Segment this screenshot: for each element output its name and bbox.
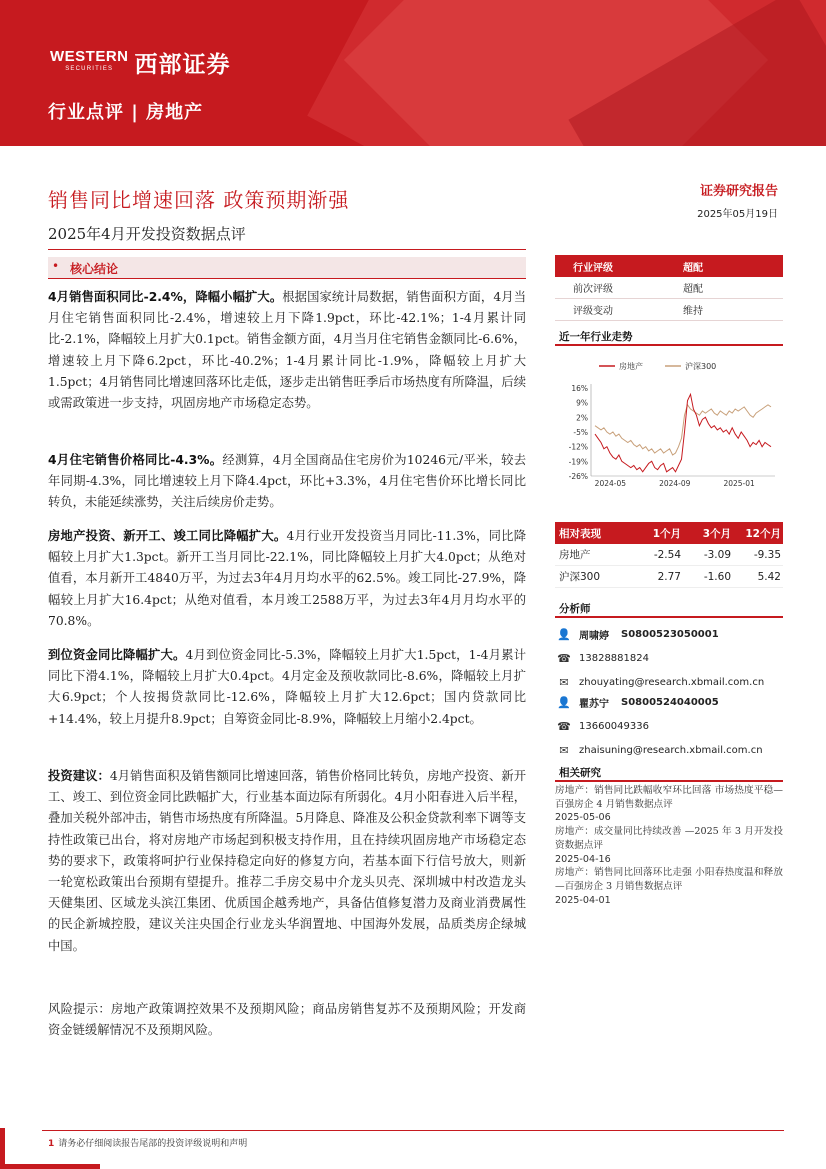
series-line-房地产 bbox=[595, 394, 771, 472]
legend-label: 房地产 bbox=[619, 362, 643, 371]
email-icon: ✉ bbox=[559, 675, 569, 689]
paragraph-investment-advice: 投资建议：4月销售面积及销售额同比增速回落，销售价格同比转负，房地产投资、新开工、竣工、到位资金同比跌幅扩大，行业基本面边际有所弱化。4月小阳春进入后半程，叠加关税外部冲击，销售市场热度有所降温。5月降息、降准及公积金贷款利率下调等支持性政策已出台，将对房地产市场起到积极支持作用，且在持续巩固房地产市场稳定态势的要求下，政策将呵护行业保持稳定向好的修复方向，若基本面下行信号放大，则新一轮宽松政策出台预期有望提升。推荐二手房交易中介龙头贝壳、深圳城中村改造龙头天健集团、区域龙头滨江集团、优质国企越秀地产，具备估值修复潜力及商业消费属性的民企新城控股，建议关注央国企行业龙头华润置地、中国海外发展，品质类房企绿城中国。 bbox=[48, 769, 526, 953]
report-category: 行业点评 | 房地产 bbox=[48, 102, 204, 123]
paragraph-lead: 4月住宅销售价格同比-4.3%。 bbox=[48, 453, 223, 467]
logo-chinese: 西部证券 bbox=[134, 52, 231, 78]
paragraph-lead: 投资建议： bbox=[48, 769, 110, 783]
related-item[interactable]: 房地产：成交量同比持续改善 —2025 年 3 月开发投资数据点评 2025-04-16 bbox=[555, 826, 783, 865]
person-icon: 👤 bbox=[557, 627, 571, 641]
related-item[interactable]: 房地产：销售同比回落环比走强 小阳春热度温和释放—百强房企 3 月销售数据点评 2025-04-01 bbox=[555, 867, 783, 906]
company-logo bbox=[50, 46, 231, 79]
x-tick-label: 2024-09 bbox=[659, 479, 691, 488]
paragraph-lead: 到位资金同比降幅扩大。 bbox=[48, 648, 186, 662]
paragraph-lead: 4月销售面积同比-2.4%，降幅小幅扩大。 bbox=[48, 290, 283, 304]
y-tick-label: 16% bbox=[571, 384, 588, 393]
person-icon: 👤 bbox=[557, 695, 571, 709]
paragraph-funding: 到位资金同比降幅扩大。4月到位资金同比-5.3%，降幅较上月扩大1.5pct，1-4月累计同比下滑4.1%，降幅较上月扩大0.4pct。4月定金及预收款同比-8.6%，降幅较上月扩大6.9pct；个人按揭贷款同比-12.6%，降幅较上月扩大12.6pct；国内贷款同比+14.4%，较上月提升8.9pct；自筹资金同比-8.9%，降幅较上月缩小2.4pct。 bbox=[48, 648, 526, 726]
trend-chart bbox=[555, 350, 783, 498]
footer-divider bbox=[42, 1130, 784, 1131]
performance-row: 房地产 -2.54 -3.09 -9.35 bbox=[555, 544, 783, 566]
y-tick-label: -26% bbox=[568, 472, 588, 481]
y-tick-label: 9% bbox=[576, 398, 588, 408]
logo-english: WESTERN SECURITIES bbox=[50, 47, 129, 72]
paragraph-risk: 风险提示：房地产政策调控效果不及预期风险；商品房销售复苏不及预期风险；开发商资金链缓解情况不及预期风险。 bbox=[48, 1002, 526, 1038]
paragraph-sales-area: 4月销售面积同比-2.4%，降幅小幅扩大。根据国家统计局数据，销售面积方面，4月当月住宅销售面积同比-2.4%，增速较上月下降1.9pct，环比-42.1%；1-4月累计同比-2.1%，降幅较上月扩大0.1pct。销售金额方面，4月当月住宅销售金额同比-6.6%，增速较上月下降6.2pct，环比-40.2%；1-4月累计同比-1.9%，降幅较上月扩大1.5pct；4月销售同比增速回落环比走低，逐步走出销售旺季后市场热度有所降温，后续或需政策进一步支持，巩固房地产市场稳定态势。 bbox=[48, 290, 527, 411]
y-tick-label: -5% bbox=[573, 428, 588, 437]
phone-icon: ☎ bbox=[557, 651, 571, 665]
performance-row: 沪深300 2.77 -1.60 5.42 bbox=[555, 566, 783, 588]
report-date: 2025年05月19日 bbox=[697, 209, 778, 220]
performance-table bbox=[555, 522, 783, 588]
paragraph-investment: 房地产投资、新开工、竣工同比降幅扩大。4月行业开发投资当月同比-11.3%，同比降幅较上月扩大1.3pct。新开工当月同比-22.1%，同比降幅较上月扩大4.0pct；从绝对值看，本月新开工4840万平，为过去3年4月月均水平的62.5%。竣工同比-27.9%，降幅较上月扩大16.4pct；从绝对值看，本月竣工2588万平，为过去3年4月月均水平的70.8%。 bbox=[48, 529, 526, 628]
legend-label: 沪深300 bbox=[685, 362, 717, 371]
page-footer: 1 请务必仔细阅读报告尾部的投资评级说明和声明 bbox=[48, 1139, 248, 1149]
trend-heading: 近一年行业走势 bbox=[555, 326, 783, 346]
analysts-heading: 分析师 bbox=[555, 598, 783, 618]
x-tick-label: 2024-05 bbox=[594, 479, 627, 488]
header-banner bbox=[0, 0, 826, 146]
trend-chart-svg bbox=[555, 350, 783, 498]
email-icon: ✉ bbox=[559, 743, 569, 757]
page-number: 1 bbox=[48, 1139, 55, 1149]
bullet-icon: • bbox=[52, 259, 60, 273]
phone-icon: ☎ bbox=[557, 719, 571, 733]
y-tick-label: 2% bbox=[576, 413, 588, 423]
related-item[interactable]: 房地产：销售同比跌幅收窄环比回落 市场热度平稳—百强房企 4 月销售数据点评 2025-05-06 bbox=[555, 785, 783, 824]
related-research-heading: 相关研究 bbox=[555, 762, 783, 782]
rating-row: 评级变动 维持 bbox=[555, 299, 783, 321]
y-tick-label: -19% bbox=[568, 457, 588, 467]
analyst-email[interactable]: zhaisuning@research.xbmail.com.cn bbox=[579, 744, 763, 756]
x-tick-label: 2025-01 bbox=[723, 479, 755, 488]
corner-decoration bbox=[0, 1128, 5, 1169]
analyst-card: 👤 周啸婷 S0800523050001 ☎ 13828881824 ✉ zhouyating@research.xbmail.com.cn bbox=[555, 624, 783, 692]
report-title: 销售同比增速回落 政策预期渐强 bbox=[48, 188, 350, 212]
analyst-email[interactable]: zhouyating@research.xbmail.com.cn bbox=[579, 676, 765, 688]
paragraph-price: 4月住宅销售价格同比-4.3%。经测算，4月全国商品住宅房价为10246元/平米，较去年同期-4.3%，同比增速较上月下降4.4pct，环比+3.3%，4月住宅售价环比增长同比转负，未能延续涨势，关注后续房价走势。 bbox=[48, 453, 527, 510]
report-type: 证券研究报告 bbox=[699, 184, 778, 199]
rating-row: 行业评级 超配 bbox=[555, 255, 783, 277]
performance-header-row: 相对表现 1个月 3个月 12个月 bbox=[555, 522, 783, 544]
paragraph-lead: 房地产投资、新开工、竣工同比降幅扩大。 bbox=[48, 529, 287, 543]
y-tick-label: -12% bbox=[568, 442, 588, 452]
rating-table bbox=[555, 255, 783, 321]
core-conclusion-heading: • 核心结论 bbox=[48, 257, 526, 279]
rating-row: 前次评级 超配 bbox=[555, 277, 783, 299]
corner-decoration bbox=[0, 1164, 100, 1169]
related-research-list bbox=[555, 784, 783, 907]
analyst-card: 👤 瞿苏宁 S0800524040005 ☎ 13660049336 ✉ zhaisuning@research.xbmail.com.cn bbox=[555, 692, 783, 760]
title-divider bbox=[48, 249, 526, 250]
report-subtitle: 2025年4月开发投资数据点评 bbox=[48, 225, 246, 243]
